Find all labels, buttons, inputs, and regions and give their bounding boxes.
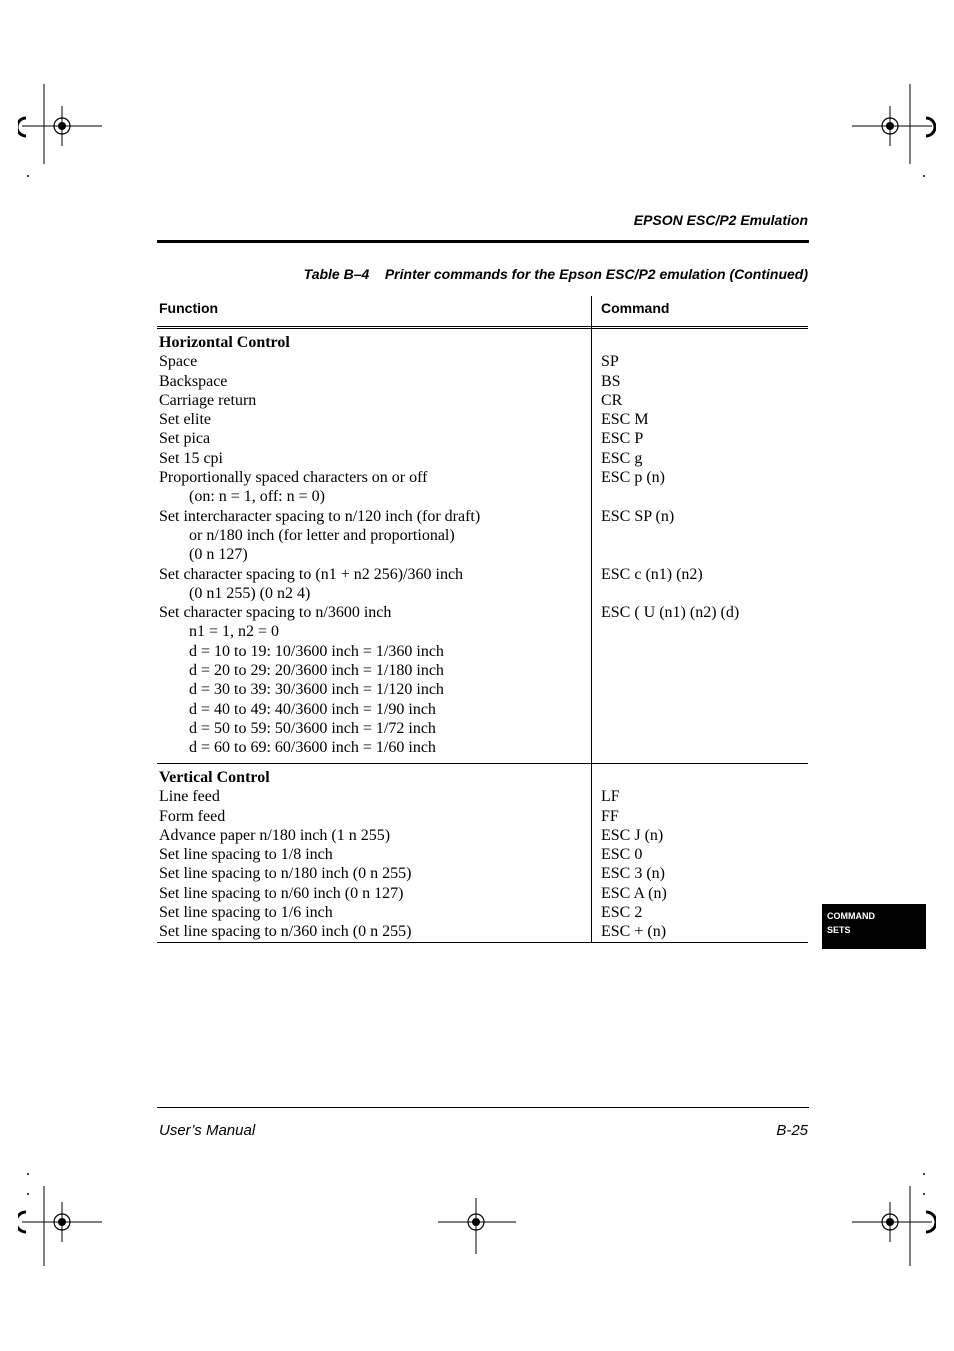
function-cell: Advance paper n/180 inch (1 n 255) — [159, 826, 391, 844]
table-row — [157, 845, 808, 864]
command-table — [157, 296, 808, 943]
registration-mark-bottom-right — [846, 1170, 936, 1270]
function-cell: Space — [159, 353, 198, 371]
command-cell: ESC p (n) — [601, 469, 665, 487]
section-tab-line2: SETS — [827, 925, 851, 935]
command-cell: SP — [601, 353, 619, 371]
function-cell: (0 n1 255) (0 n2 4) — [189, 584, 311, 602]
function-cell: Set elite — [159, 411, 211, 429]
registration-mark-bottom-left — [18, 1170, 108, 1270]
command-cell: CR — [601, 391, 623, 409]
table-row — [157, 603, 808, 622]
function-cell: d = 10 to 19: 10/3600 inch = 1/360 inch — [189, 642, 444, 660]
function-cell: Set line spacing to n/360 inch (0 n 255) — [159, 923, 412, 941]
column-header-function: Function — [159, 300, 219, 316]
command-cell: ESC + (n) — [601, 923, 667, 941]
function-cell: Set 15 cpi — [159, 449, 223, 467]
table-row — [157, 903, 808, 922]
function-cell: Set character spacing to n/3600 inch — [159, 604, 392, 622]
section-tab-line1: COMMAND — [827, 911, 875, 921]
function-cell: Carriage return — [159, 391, 257, 409]
table-row — [157, 661, 808, 680]
command-cell: LF — [601, 788, 620, 806]
function-cell: Proportionally spaced characters on or off — [159, 469, 428, 487]
table-row — [157, 333, 808, 352]
section-tab — [822, 904, 926, 949]
table-row — [157, 787, 808, 806]
table-section-horizontal — [157, 329, 808, 764]
table-header — [157, 296, 808, 329]
function-cell: n1 = 1, n2 = 0 — [189, 623, 280, 641]
table-row — [157, 864, 808, 883]
command-cell: ESC g — [601, 449, 643, 467]
table-row — [157, 768, 808, 787]
function-cell: Set line spacing to n/60 inch (0 n 127) — [159, 884, 404, 902]
table-row — [157, 884, 808, 903]
function-cell: Form feed — [159, 807, 226, 825]
table-row — [157, 507, 808, 526]
table-row — [157, 807, 808, 826]
table-row — [157, 526, 808, 545]
command-cell: FF — [601, 807, 619, 825]
registration-mark-top-right — [846, 82, 936, 182]
table-section-vertical — [157, 764, 808, 943]
function-cell: d = 40 to 49: 40/3600 inch = 1/90 inch — [189, 700, 436, 718]
command-cell: ESC SP (n) — [601, 507, 675, 525]
command-cell: BS — [601, 372, 621, 390]
table-row — [157, 487, 808, 506]
command-cell: ESC J (n) — [601, 826, 664, 844]
table-caption: Table B–4 Printer commands for the Epson ESC/P2 emulation (Continued) — [303, 266, 808, 282]
table-row — [157, 372, 808, 391]
header-rule — [157, 240, 809, 243]
table-row — [157, 410, 808, 429]
function-cell: (0 n 127) — [189, 546, 248, 564]
function-cell: or n/180 inch (for letter and proportional) — [189, 526, 455, 544]
function-cell: d = 60 to 69: 60/3600 inch = 1/60 inch — [189, 739, 436, 757]
command-cell: ESC P — [601, 430, 644, 448]
footer-manual-title: User’s Manual — [159, 1122, 256, 1139]
registration-mark-bottom-center — [432, 1192, 522, 1262]
function-cell: d = 20 to 29: 20/3600 inch = 1/180 inch — [189, 662, 444, 680]
table-row — [157, 468, 808, 487]
function-cell: Set intercharacter spacing to n/120 inch (for draft) — [159, 507, 481, 525]
command-cell: ESC 2 — [601, 904, 643, 922]
footer-rule — [157, 1107, 809, 1108]
table-row — [157, 565, 808, 584]
function-cell: Backspace — [159, 372, 228, 390]
table-row — [157, 584, 808, 603]
table-row — [157, 738, 808, 757]
table-row — [157, 352, 808, 371]
function-cell: Set character spacing to (n1 + n2 256)/360 inch — [159, 565, 464, 583]
function-cell: Set line spacing to 1/6 inch — [159, 904, 333, 922]
function-cell: d = 50 to 59: 50/3600 inch = 1/72 inch — [189, 719, 436, 737]
function-cell: Set line spacing to 1/8 inch — [159, 846, 333, 864]
table-row — [157, 719, 808, 738]
command-cell: ESC 0 — [601, 846, 643, 864]
table-row — [157, 449, 808, 468]
table-row — [157, 545, 808, 564]
command-cell: ESC c (n1) (n2) — [601, 565, 703, 583]
running-header: EPSON ESC/P2 Emulation — [633, 212, 808, 228]
command-cell: ESC ( U (n1) (n2) (d) — [601, 604, 740, 622]
table-row — [157, 826, 808, 845]
table-row — [157, 642, 808, 661]
function-cell: (on: n = 1, off: n = 0) — [189, 488, 325, 506]
function-cell: Line feed — [159, 788, 220, 806]
function-cell: d = 30 to 39: 30/3600 inch = 1/120 inch — [189, 681, 444, 699]
registration-mark-top-left — [18, 82, 108, 182]
page-number: B-25 — [776, 1122, 808, 1139]
table-row — [157, 391, 808, 410]
function-cell: Set pica — [159, 430, 211, 448]
table-row — [157, 922, 808, 941]
command-cell: ESC M — [601, 411, 649, 429]
command-cell: ESC A (n) — [601, 884, 667, 902]
table-row — [157, 622, 808, 641]
section-heading: Vertical Control — [159, 769, 270, 786]
column-header-command: Command — [601, 300, 670, 316]
table-row — [157, 700, 808, 719]
command-cell: ESC 3 (n) — [601, 865, 665, 883]
table-row — [157, 429, 808, 448]
function-cell: Set line spacing to n/180 inch (0 n 255) — [159, 865, 412, 883]
column-divider — [591, 296, 592, 329]
table-row — [157, 680, 808, 699]
section-heading: Horizontal Control — [159, 334, 290, 351]
